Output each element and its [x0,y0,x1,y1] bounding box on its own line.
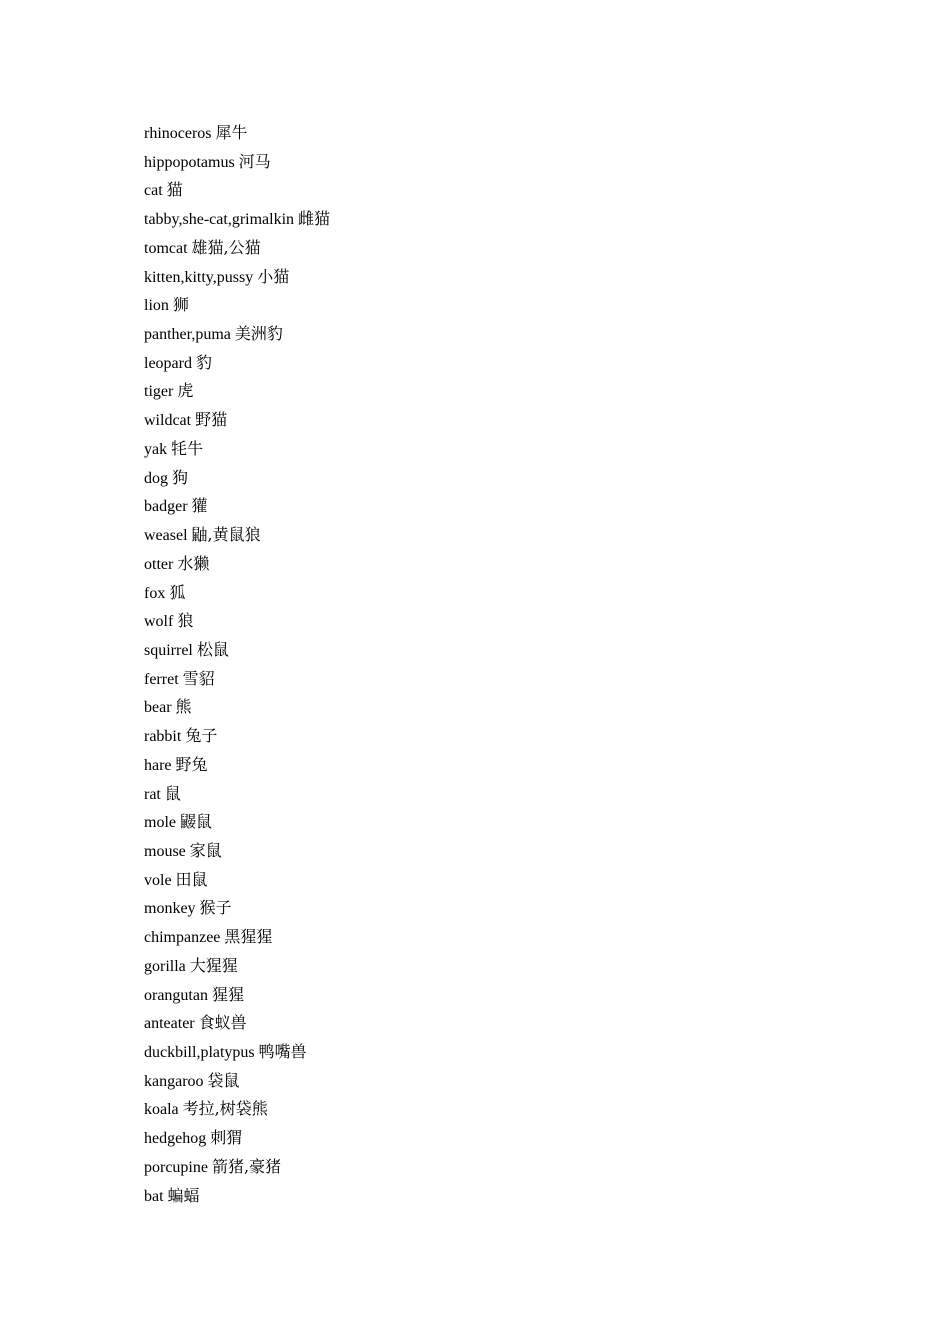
vocabulary-entry [144,693,330,722]
english-term: otter [144,555,174,573]
english-term: hedgehog [144,1130,207,1148]
chinese-term: 獾 [191,496,208,516]
vocabulary-entry [144,205,330,234]
vocabulary-entry [144,722,330,751]
chinese-term: 犀牛 [215,123,248,142]
english-term: koala [144,1101,179,1119]
english-term: vole [144,871,172,889]
vocabulary-entry [144,435,330,464]
chinese-term: 兔子 [185,726,218,746]
chinese-term: 松鼠 [196,639,229,659]
vocabulary-entry [144,1153,330,1182]
english-term: duckbill,platypus [144,1044,255,1061]
vocabulary-entry [144,406,330,435]
english-term: rabbit [144,728,182,746]
chinese-term: 水獭 [177,553,210,573]
chinese-term: 虎 [177,381,194,401]
english-term: panther,puma [144,326,231,344]
chinese-term: 刺猬 [210,1128,243,1148]
chinese-term: 家鼠 [189,840,222,860]
english-term: badger [144,498,188,516]
english-term: fox [144,584,166,602]
english-term: porcupine [144,1158,208,1176]
chinese-term: 鼬,黄鼠狼 [191,525,261,545]
english-term: orangutan [144,986,208,1004]
english-term: wolf [144,613,174,631]
chinese-term: 熊 [175,697,192,717]
chinese-term: 鼠 [164,783,181,803]
vocabulary-entry [144,521,330,550]
english-term: cat [144,182,163,200]
vocabulary-entry [144,1009,330,1038]
chinese-term: 猴子 [199,898,232,918]
vocabulary-entry [144,866,330,895]
vocabulary-entry [144,148,330,177]
english-term: ferret [144,670,179,688]
chinese-term: 狮 [172,295,189,315]
vocabulary-entry [144,981,330,1010]
vocabulary-entry [144,550,330,579]
chinese-term: 雪貂 [182,668,215,688]
vocabulary-entry [144,579,330,608]
chinese-term: 猩猩 [211,984,244,1004]
chinese-term: 雄猫,公猫 [191,237,261,257]
vocabulary-entry [144,636,330,665]
chinese-term: 猫 [166,180,183,200]
chinese-term: 考拉,树袋熊 [182,1099,268,1119]
vocabulary-entry [144,837,330,866]
english-term: tabby,she-cat,grimalkin [144,211,295,229]
vocabulary-entry [144,349,330,378]
vocabulary-entry [144,1095,330,1124]
chinese-term: 牦牛 [171,438,204,458]
chinese-term: 袋鼠 [207,1070,240,1090]
chinese-term: 鸭嘴兽 [258,1042,307,1061]
chinese-term: 小猫 [257,266,290,286]
english-term: weasel [144,527,188,545]
english-term: squirrel [144,641,193,659]
english-term: yak [144,440,168,458]
vocabulary-entry [144,1124,330,1153]
vocabulary-entry [144,176,330,205]
vocabulary-entry [144,751,330,780]
english-term: rat [144,785,161,803]
chinese-term: 雌猫 [298,209,331,229]
english-term: mouse [144,842,186,860]
english-term: dog [144,469,168,487]
english-term: kitten,kitty,pussy [144,268,254,286]
english-term: monkey [144,900,196,918]
vocabulary-entry [144,665,330,694]
english-term: wildcat [144,412,192,430]
english-term: rhinoceros [144,125,212,142]
vocabulary-entry [144,780,330,809]
chinese-term: 美洲豹 [234,324,283,344]
chinese-term: 狼 [177,611,194,631]
chinese-term: 大猩猩 [189,955,238,975]
english-term: chimpanzee [144,929,221,947]
chinese-term: 河马 [238,151,271,171]
english-term: bat [144,1187,164,1205]
vocabulary-entry [144,263,330,292]
chinese-term: 野猫 [195,410,228,430]
english-term: hippopotamus [144,153,235,171]
vocabulary-entry [144,1182,330,1211]
vocabulary-entry [144,1067,330,1096]
english-term: tomcat [144,239,188,257]
english-term: gorilla [144,957,186,975]
vocabulary-entry [144,234,330,263]
vocabulary-entry [144,1038,330,1067]
english-term: mole [144,814,176,832]
vocabulary-entry [144,607,330,636]
chinese-term: 田鼠 [175,869,208,889]
vocabulary-list [144,119,330,1210]
chinese-term: 豹 [195,352,212,372]
vocabulary-entry [144,119,330,148]
vocabulary-entry [144,808,330,837]
chinese-term: 黑猩猩 [224,927,273,947]
english-term: hare [144,756,172,774]
english-term: bear [144,699,172,717]
english-term: kangaroo [144,1072,204,1090]
chinese-term: 蝙蝠 [167,1185,200,1205]
english-term: leopard [144,354,192,372]
chinese-term: 野兔 [175,754,208,774]
vocabulary-entry [144,894,330,923]
vocabulary-entry [144,492,330,521]
vocabulary-entry [144,320,330,349]
vocabulary-entry [144,291,330,320]
vocabulary-entry [144,464,330,493]
english-term: lion [144,297,169,315]
vocabulary-entry [144,952,330,981]
chinese-term: 鼹鼠 [180,812,213,832]
chinese-term: 狐 [169,582,186,602]
chinese-term: 狗 [172,467,189,487]
vocabulary-entry [144,923,330,952]
english-term: anteater [144,1015,195,1033]
chinese-term: 箭猪,豪猪 [211,1156,282,1176]
chinese-term: 食蚁兽 [198,1013,247,1033]
vocabulary-entry [144,377,330,406]
english-term: tiger [144,383,174,401]
